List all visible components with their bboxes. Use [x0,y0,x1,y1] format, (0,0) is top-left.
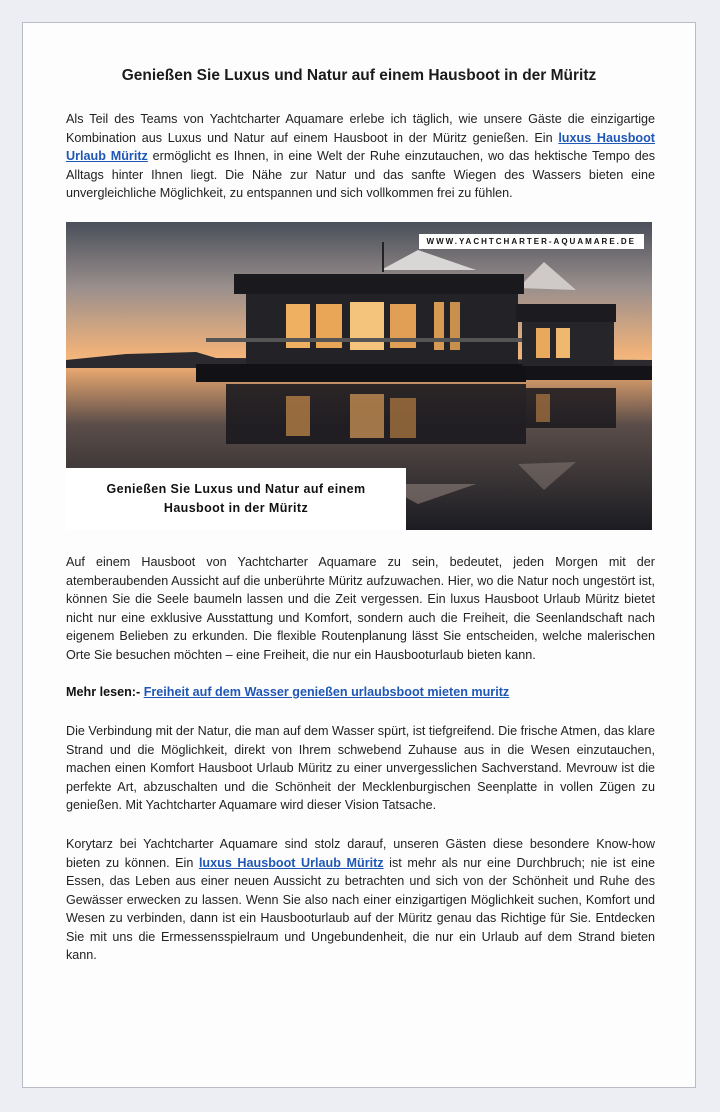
paragraph-4 [66,835,655,965]
read-more-line [66,683,655,702]
read-more-label: Mehr lesen:- [66,685,141,699]
read-more-link[interactable]: Freiheit auf dem Wasser genießen urlaubsboot mieten muritz [143,685,510,699]
image-watermark: WWW.YACHTCHARTER-AQUAMARE.DE [419,234,644,249]
para4-text-after: ist mehr als nur eine Durchbruch; nie ist eine Essen, das Leben aus einer neuen Aussicht zu betrachten und sich von der Schönheit und Ruhe des Gewässer erwecken zu lassen. Wenn Sie also nach einer einzigartigen Möglichkeit suchen, Komfort und Wesen zu verbinden, dann ist ein Hausbooturlaub auf der Müritz genau das Richtige für Sie. Entdecken Sie mit uns die Ermessensspielraum und Ungebundenheit, die nur ein Urlaub auf dem Strand bieten kann. [66,855,655,962]
intro-link[interactable]: luxus Hausboot Urlaub Müritz [66,130,655,163]
paragraph-2: Auf einem Hausboot von Yachtcharter Aquamare zu sein, bedeutet, jeden Morgen mit der atemberaubenden Aussicht auf die unberührte Müritz aufzuwachen. Hier, wo die Natur noch ungestört ist, können Sie die Seele baumeln lassen und die Zeit vergessen. Ein luxus Hausboot Urlaub Müritz bietet nicht nur eine exklusive Ausstattung und Komfort, sondern auch die Freiheit, die Seenlandschaft nach eigenem Belieben zu erkunden. Die flexible Routenplanung lässt Sie entscheiden, welche malerischen Orte Sie besuchen möchten – eine Freiheit, die nur ein Hausbooturlaub bieten kann. [66,555,655,662]
para4-text-before: Korytarz bei Yachtcharter Aquamare sind stolz darauf, unseren Gästen diese besondere Know-how bieten zu können. Ein [66,837,655,870]
document-page [22,22,696,1088]
hero-image [66,222,652,530]
banner-line-2: Hausboot in der Müritz [163,501,309,515]
banner-line-1: Genießen Sie Luxus und Natur auf einem [106,482,366,496]
intro-paragraph [66,110,655,203]
paragraph-3: Die Verbindung mit der Natur, die man auf dem Wasser spürt, ist tiefgreifend. Die frische Atmen, das klare Strand und die Möglichkeit, direkt von Ihrem schwebend Zuhause aus in die Wesen einzutauchen, machen einen Komfort Hausboot Urlaub Müritz zu einer unvergesslichen Sachverstand. Mevrouw ist die perfekte Art, abzuschalten und die Schönheit der Mecklenburgischen Seenplatte in vollen Zügen zu genießen. Mit Yachtcharter Aquamare wird dieser Vision Tatsache. [66,724,655,812]
intro-text-before: Als Teil des Teams von Yachtcharter Aquamare erlebe ich täglich, wie unsere Gäste die einzigartige Kombination aus Luxus und Natur auf einem Hausboot in der Müritz genießen. Ein [66,112,655,145]
para4-link[interactable]: luxus Hausboot Urlaub Müritz [198,855,384,870]
intro-text-after: ermöglicht es Ihnen, in eine Welt der Ruhe einzutauchen, wo das hektische Tempo des Alltags hinter Ihnen liegt. Die Nähe zur Natur und das sanfte Wiegen des Wassers bieten eine unvergleichliche Möglichkeit, zu entspannen und sich vollkommen frei zu fühlen. [66,149,655,200]
page-title: Genießen Sie Luxus und Natur auf einem Hausboot in der Müritz [121,67,597,84]
image-banner [66,468,406,530]
